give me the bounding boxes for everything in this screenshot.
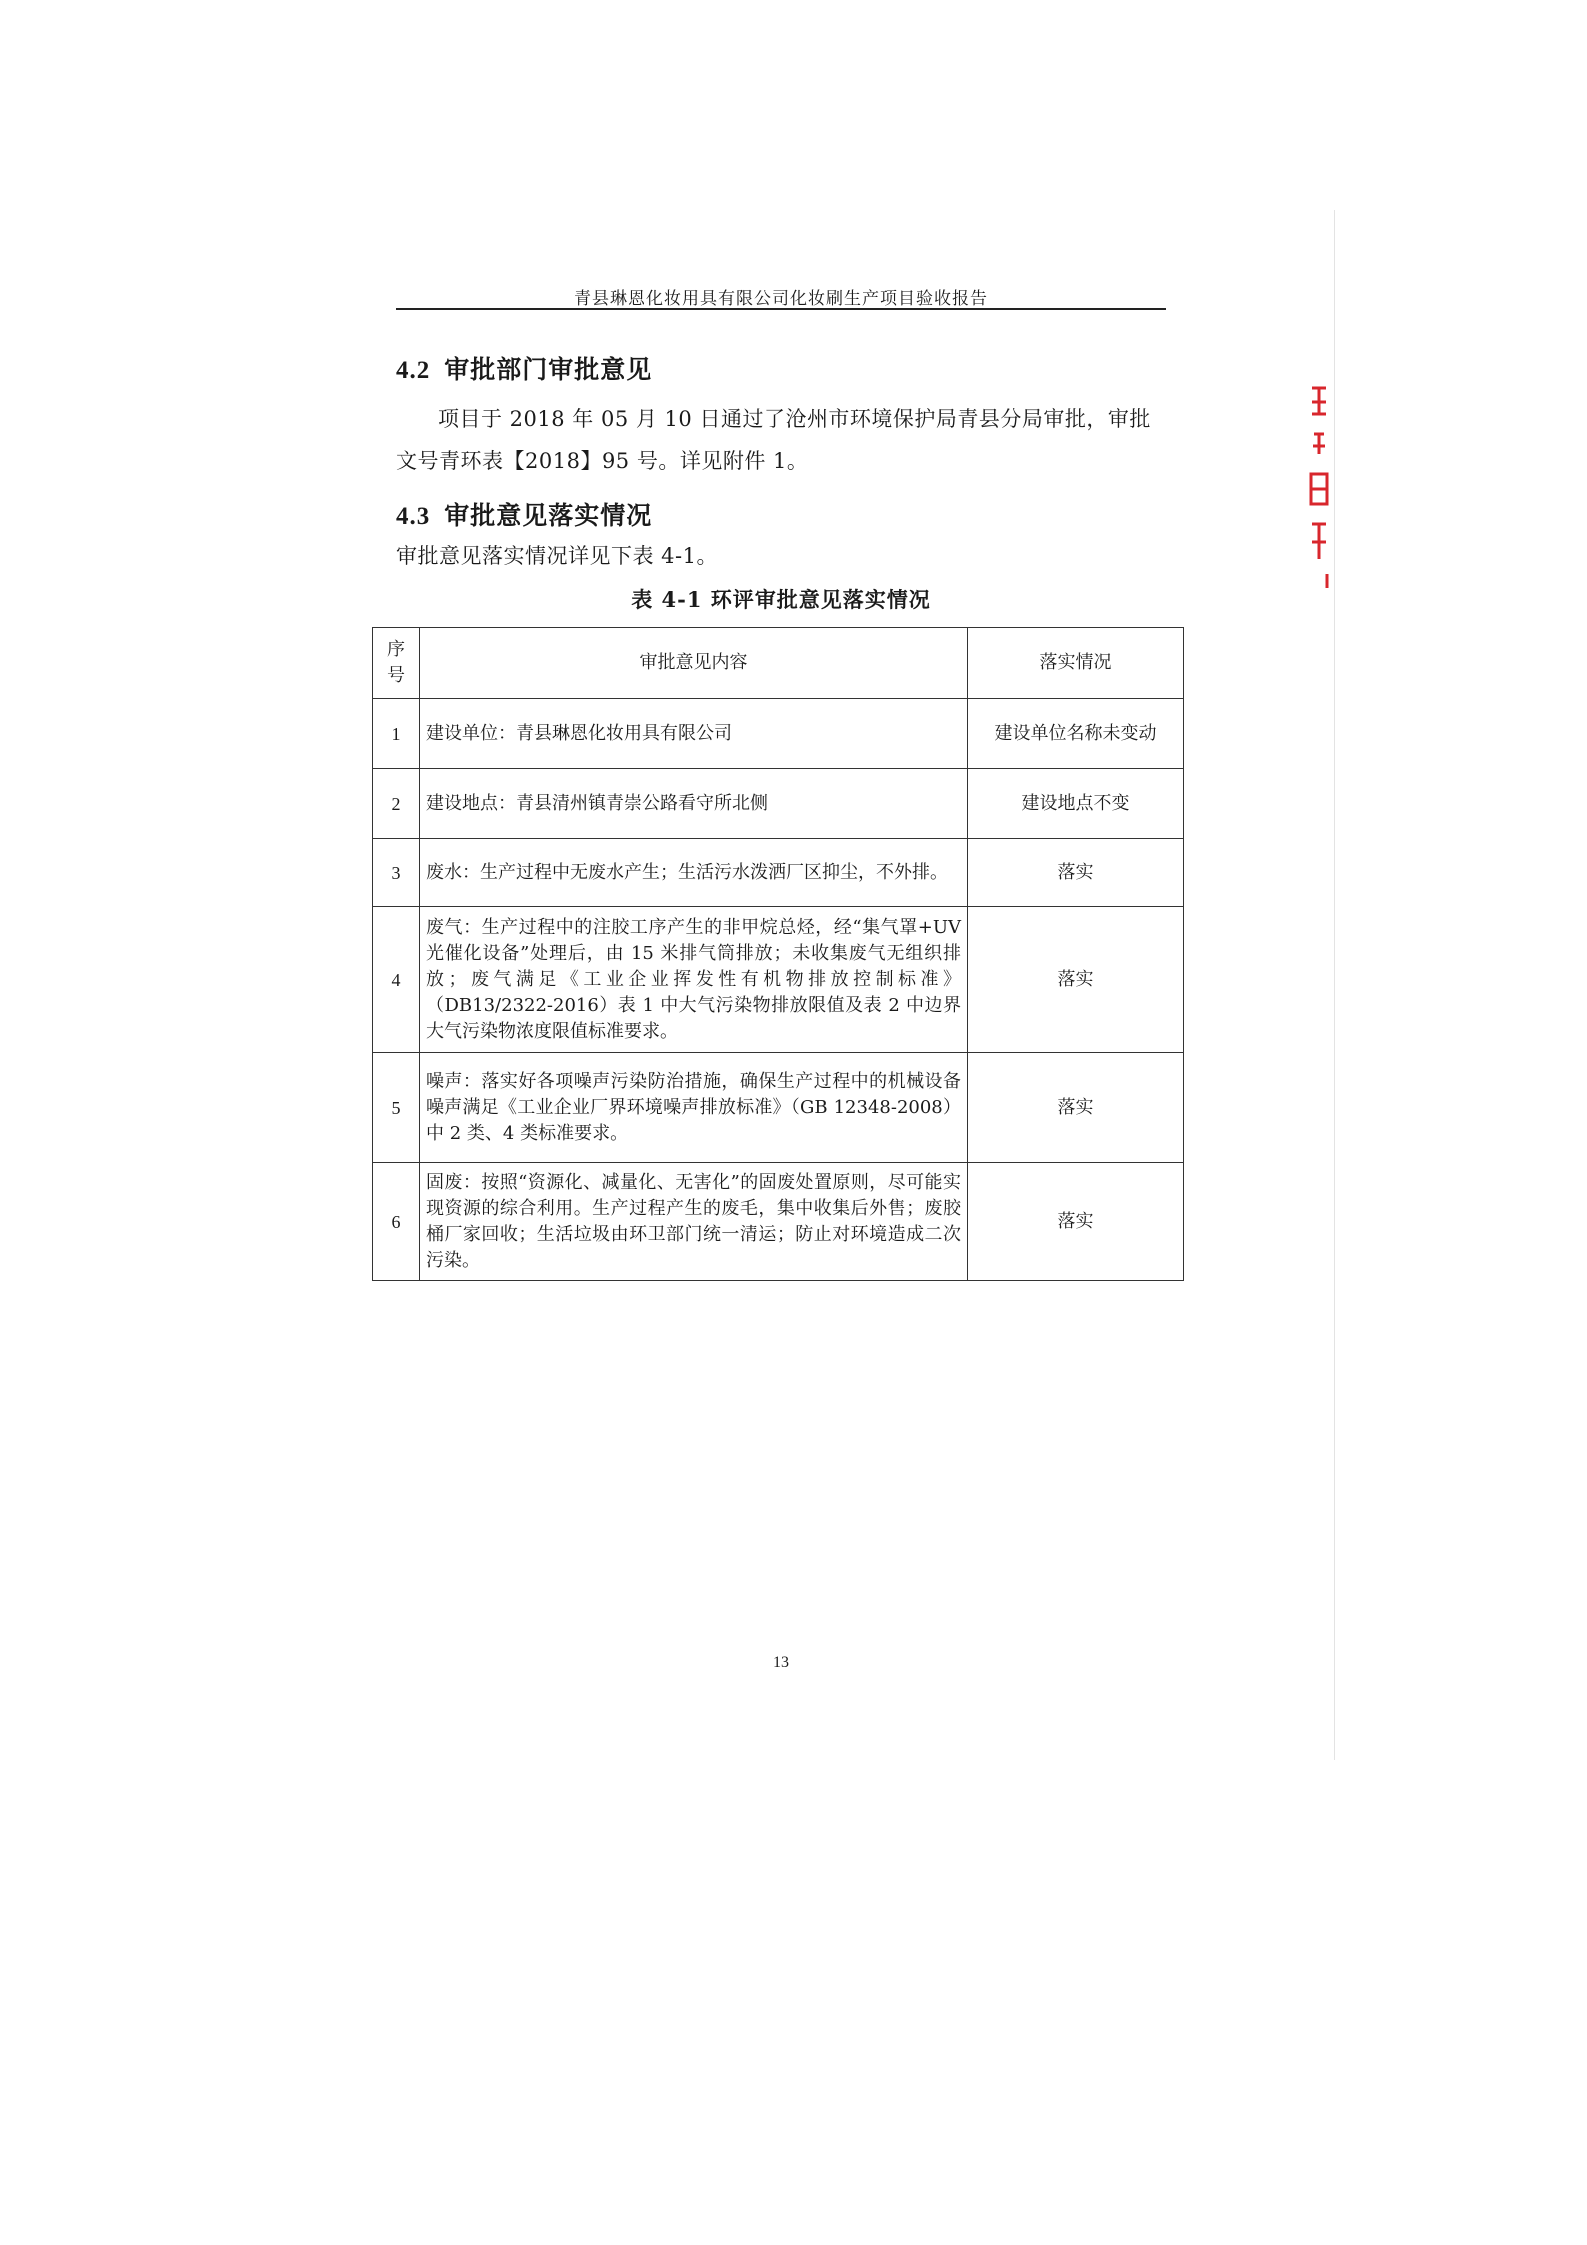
scan-edge-line	[1334, 210, 1335, 1760]
header-divider	[396, 308, 1166, 310]
page-header-title: 青县琳恩化妆用具有限公司化妆刷生产项目验收报告	[574, 289, 988, 309]
row-index: 3	[373, 839, 420, 907]
row-index: 6	[373, 1163, 420, 1281]
row-status: 建设单位名称未变动	[968, 699, 1184, 769]
approval-table	[372, 627, 1184, 1281]
row-status: 落实	[968, 839, 1184, 907]
header-content: 审批意见内容	[420, 628, 968, 699]
page-number: 13	[773, 1654, 789, 1671]
row-status: 落实	[968, 1163, 1184, 1281]
row-index: 1	[373, 699, 420, 769]
table-row	[373, 769, 1184, 839]
section-title: 审批部门审批意见	[444, 355, 653, 384]
table-header-row	[373, 628, 1184, 699]
table-row	[373, 839, 1184, 907]
table-row	[373, 699, 1184, 769]
section-heading-4-3	[396, 496, 652, 532]
section-heading-4-2	[396, 350, 652, 386]
section-number: 4.2	[396, 357, 431, 384]
table-row	[373, 1163, 1184, 1281]
table-row	[373, 1053, 1184, 1163]
section-number: 4.3	[396, 503, 431, 530]
section-4-3-paragraph: 审批意见落实情况详见下表 4-1。	[396, 544, 718, 568]
header-index: 序号	[373, 628, 420, 699]
section-title: 审批意见落实情况	[444, 501, 653, 530]
row-content: 建设地点：青县清州镇青崇公路看守所北侧	[420, 769, 968, 839]
section-4-2-paragraph: 项目于 2018 年 05 月 10 日通过了沧州市环境保护局青县分局审批，审批文号青环表【2018】95 号。详见附件 1。	[396, 407, 1151, 473]
seal-stamp-fragment	[1308, 384, 1330, 590]
row-content: 建设单位：青县琳恩化妆用具有限公司	[420, 699, 968, 769]
row-status: 落实	[968, 1053, 1184, 1163]
row-index: 5	[373, 1053, 420, 1163]
table-caption: 表 4-1 环评审批意见落实情况	[631, 587, 931, 612]
row-content: 固废：按照“资源化、减量化、无害化”的固废处置原则，尽可能实现资源的综合利用。生产过程产生的废毛，集中收集后外售；废胶桶厂家回收；生活垃圾由环卫部门统一清运；防止对环境造成二次污染。	[420, 1163, 968, 1281]
stamp-stroke	[1311, 474, 1327, 504]
stamp-stroke	[1312, 388, 1326, 414]
row-status: 建设地点不变	[968, 769, 1184, 839]
header-status: 落实情况	[968, 628, 1184, 699]
stamp-stroke	[1312, 524, 1326, 559]
row-index: 2	[373, 769, 420, 839]
row-content: 废气：生产过程中的注胶工序产生的非甲烷总烃，经“集气罩+UV光催化设备”处理后，由 15 米排气筒排放；未收集废气无组织排放；废气满足《工业企业挥发性有机物排放控制标准》（DB13/2322-2016）表 1 中大气污染物排放限值及表 2 中边界大气污染物浓度限值标准要求。	[420, 907, 968, 1053]
row-content: 废水：生产过程中无废水产生；生活污水泼洒厂区抑尘，不外排。	[420, 839, 968, 907]
table-row	[373, 907, 1184, 1053]
row-content: 噪声：落实好各项噪声污染防治措施，确保生产过程中的机械设备噪声满足《工业企业厂界环境噪声排放标准》（GB 12348-2008）中 2 类、4 类标准要求。	[420, 1053, 968, 1163]
stamp-stroke	[1313, 434, 1325, 454]
row-index: 4	[373, 907, 420, 1053]
row-status: 落实	[968, 907, 1184, 1053]
